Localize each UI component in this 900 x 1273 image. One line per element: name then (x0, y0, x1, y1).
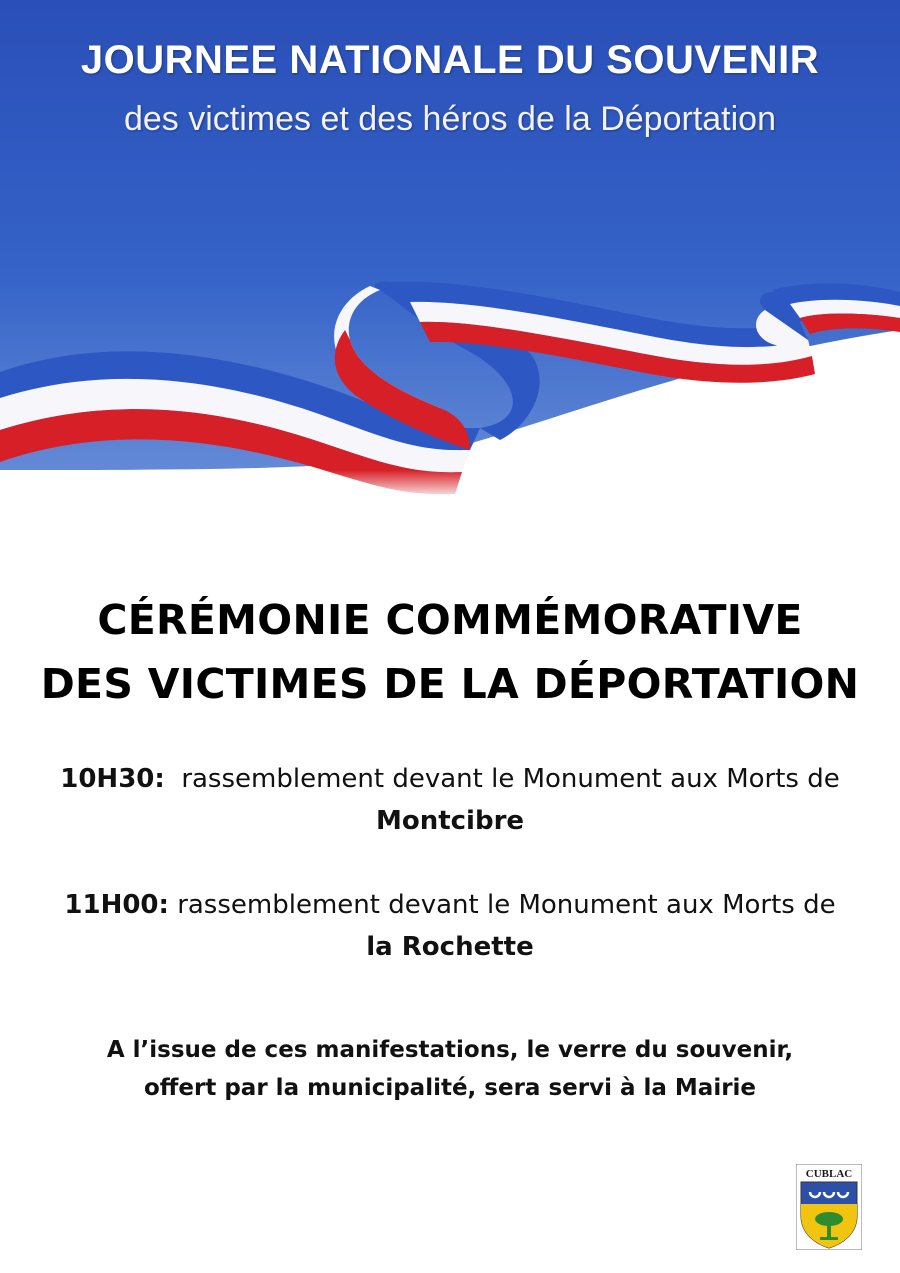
schedule-text: rassemblement devant le Monument aux Morts de (177, 890, 836, 920)
closing-note-line2: offert par la municipalité, sera servi à la Mairie (143, 1075, 757, 1101)
closing-note-line1: A l’issue de ces manifestations, le verre du souvenir, (106, 1037, 794, 1063)
ceremony-heading-line1: CÉRÉMONIE COMMÉMORATIVE (97, 596, 803, 644)
logo-text: CUBLAC (805, 1168, 853, 1180)
schedule-item (0, 884, 900, 968)
schedule-time: 11H00: (64, 890, 169, 920)
ceremony-heading-line2: DES VICTIMES DE LA DÉPORTATION (40, 660, 860, 708)
schedule-place: Montcibre (375, 806, 525, 836)
schedule-item (0, 758, 900, 842)
cublac-crest-logo (796, 1164, 862, 1250)
banner-subtitle: des victimes et des héros de la Déportation (123, 100, 776, 138)
schedule-place: la Rochette (366, 932, 534, 962)
schedule-time: 10H30: (60, 764, 165, 794)
schedule-text: rassemblement devant le Monument aux Morts de (181, 764, 840, 794)
banner-title: JOURNEE NATIONALE DU SOUVENIR (80, 38, 820, 82)
